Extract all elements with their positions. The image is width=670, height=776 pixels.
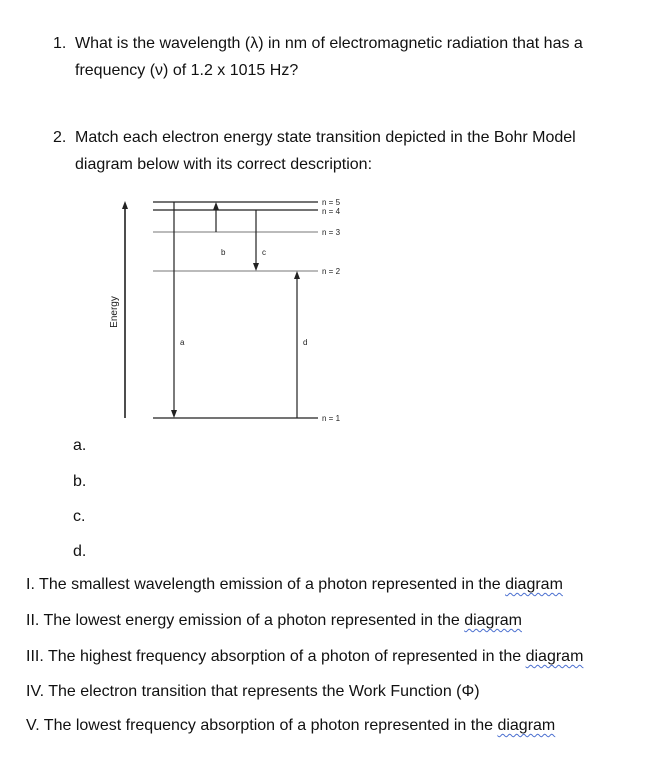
transition-b-arrowhead bbox=[213, 202, 219, 210]
description-2 bbox=[26, 612, 522, 630]
description-1 bbox=[26, 576, 563, 594]
transition-d-arrowhead bbox=[294, 271, 300, 279]
answer-b-label: b. bbox=[73, 473, 87, 490]
question-2-text bbox=[75, 124, 635, 178]
description-3-text: III. The highest frequency absorption of a photon of represented in the bbox=[26, 648, 526, 665]
question-1-text bbox=[75, 30, 635, 84]
description-2-text: II. The lowest energy emission of a photon represented in the bbox=[26, 612, 465, 629]
description-5 bbox=[26, 717, 555, 735]
transition-c-arrowhead bbox=[253, 263, 259, 271]
question-2-number: 2. bbox=[53, 129, 67, 146]
question-1-number: 1. bbox=[53, 35, 67, 52]
question-1-line-2: frequency (ν) of 1.2 x 1015 Hz? bbox=[75, 62, 299, 79]
level-n5-label: n = 5 bbox=[322, 198, 341, 207]
description-4 bbox=[26, 683, 480, 701]
transition-d-label: d bbox=[303, 338, 308, 347]
level-n4-label: n = 4 bbox=[322, 207, 341, 216]
question-1-line-1: What is the wavelength (λ) in nm of electromagnetic radiation that has a bbox=[75, 35, 583, 52]
transition-b-label: b bbox=[221, 248, 226, 257]
description-5-text: V. The lowest frequency absorption of a photon represented in the bbox=[26, 717, 498, 734]
level-n3-label: n = 3 bbox=[322, 228, 341, 237]
transition-a-arrowhead bbox=[171, 410, 177, 418]
answer-d-label: d. bbox=[73, 543, 87, 560]
level-n1-label: n = 1 bbox=[322, 414, 341, 423]
description-2-keyword: diagram bbox=[464, 612, 522, 629]
answer-c-label: c. bbox=[73, 508, 86, 525]
question-2-line-2: diagram below with its correct description: bbox=[75, 156, 373, 173]
description-1-keyword: diagram bbox=[505, 576, 563, 593]
level-n2-label: n = 2 bbox=[322, 267, 341, 276]
answer-a-label: a. bbox=[73, 437, 87, 454]
transition-c-label: c bbox=[262, 248, 266, 257]
description-3-keyword: diagram bbox=[525, 648, 584, 665]
description-1-text: I. The smallest wavelength emission of a photon represented in the bbox=[26, 576, 506, 593]
transition-a-label: a bbox=[180, 338, 185, 347]
description-5-keyword: diagram bbox=[497, 717, 556, 734]
energy-axis-label: Energy bbox=[109, 296, 120, 328]
description-4-text: IV. The electron transition that represents the Work Function (Φ) bbox=[26, 683, 480, 700]
bohr-model-diagram bbox=[90, 190, 370, 430]
description-3 bbox=[26, 648, 583, 666]
question-2-line-1: Match each electron energy state transition depicted in the Bohr Model bbox=[75, 129, 576, 146]
energy-axis-arrowhead bbox=[122, 201, 128, 209]
